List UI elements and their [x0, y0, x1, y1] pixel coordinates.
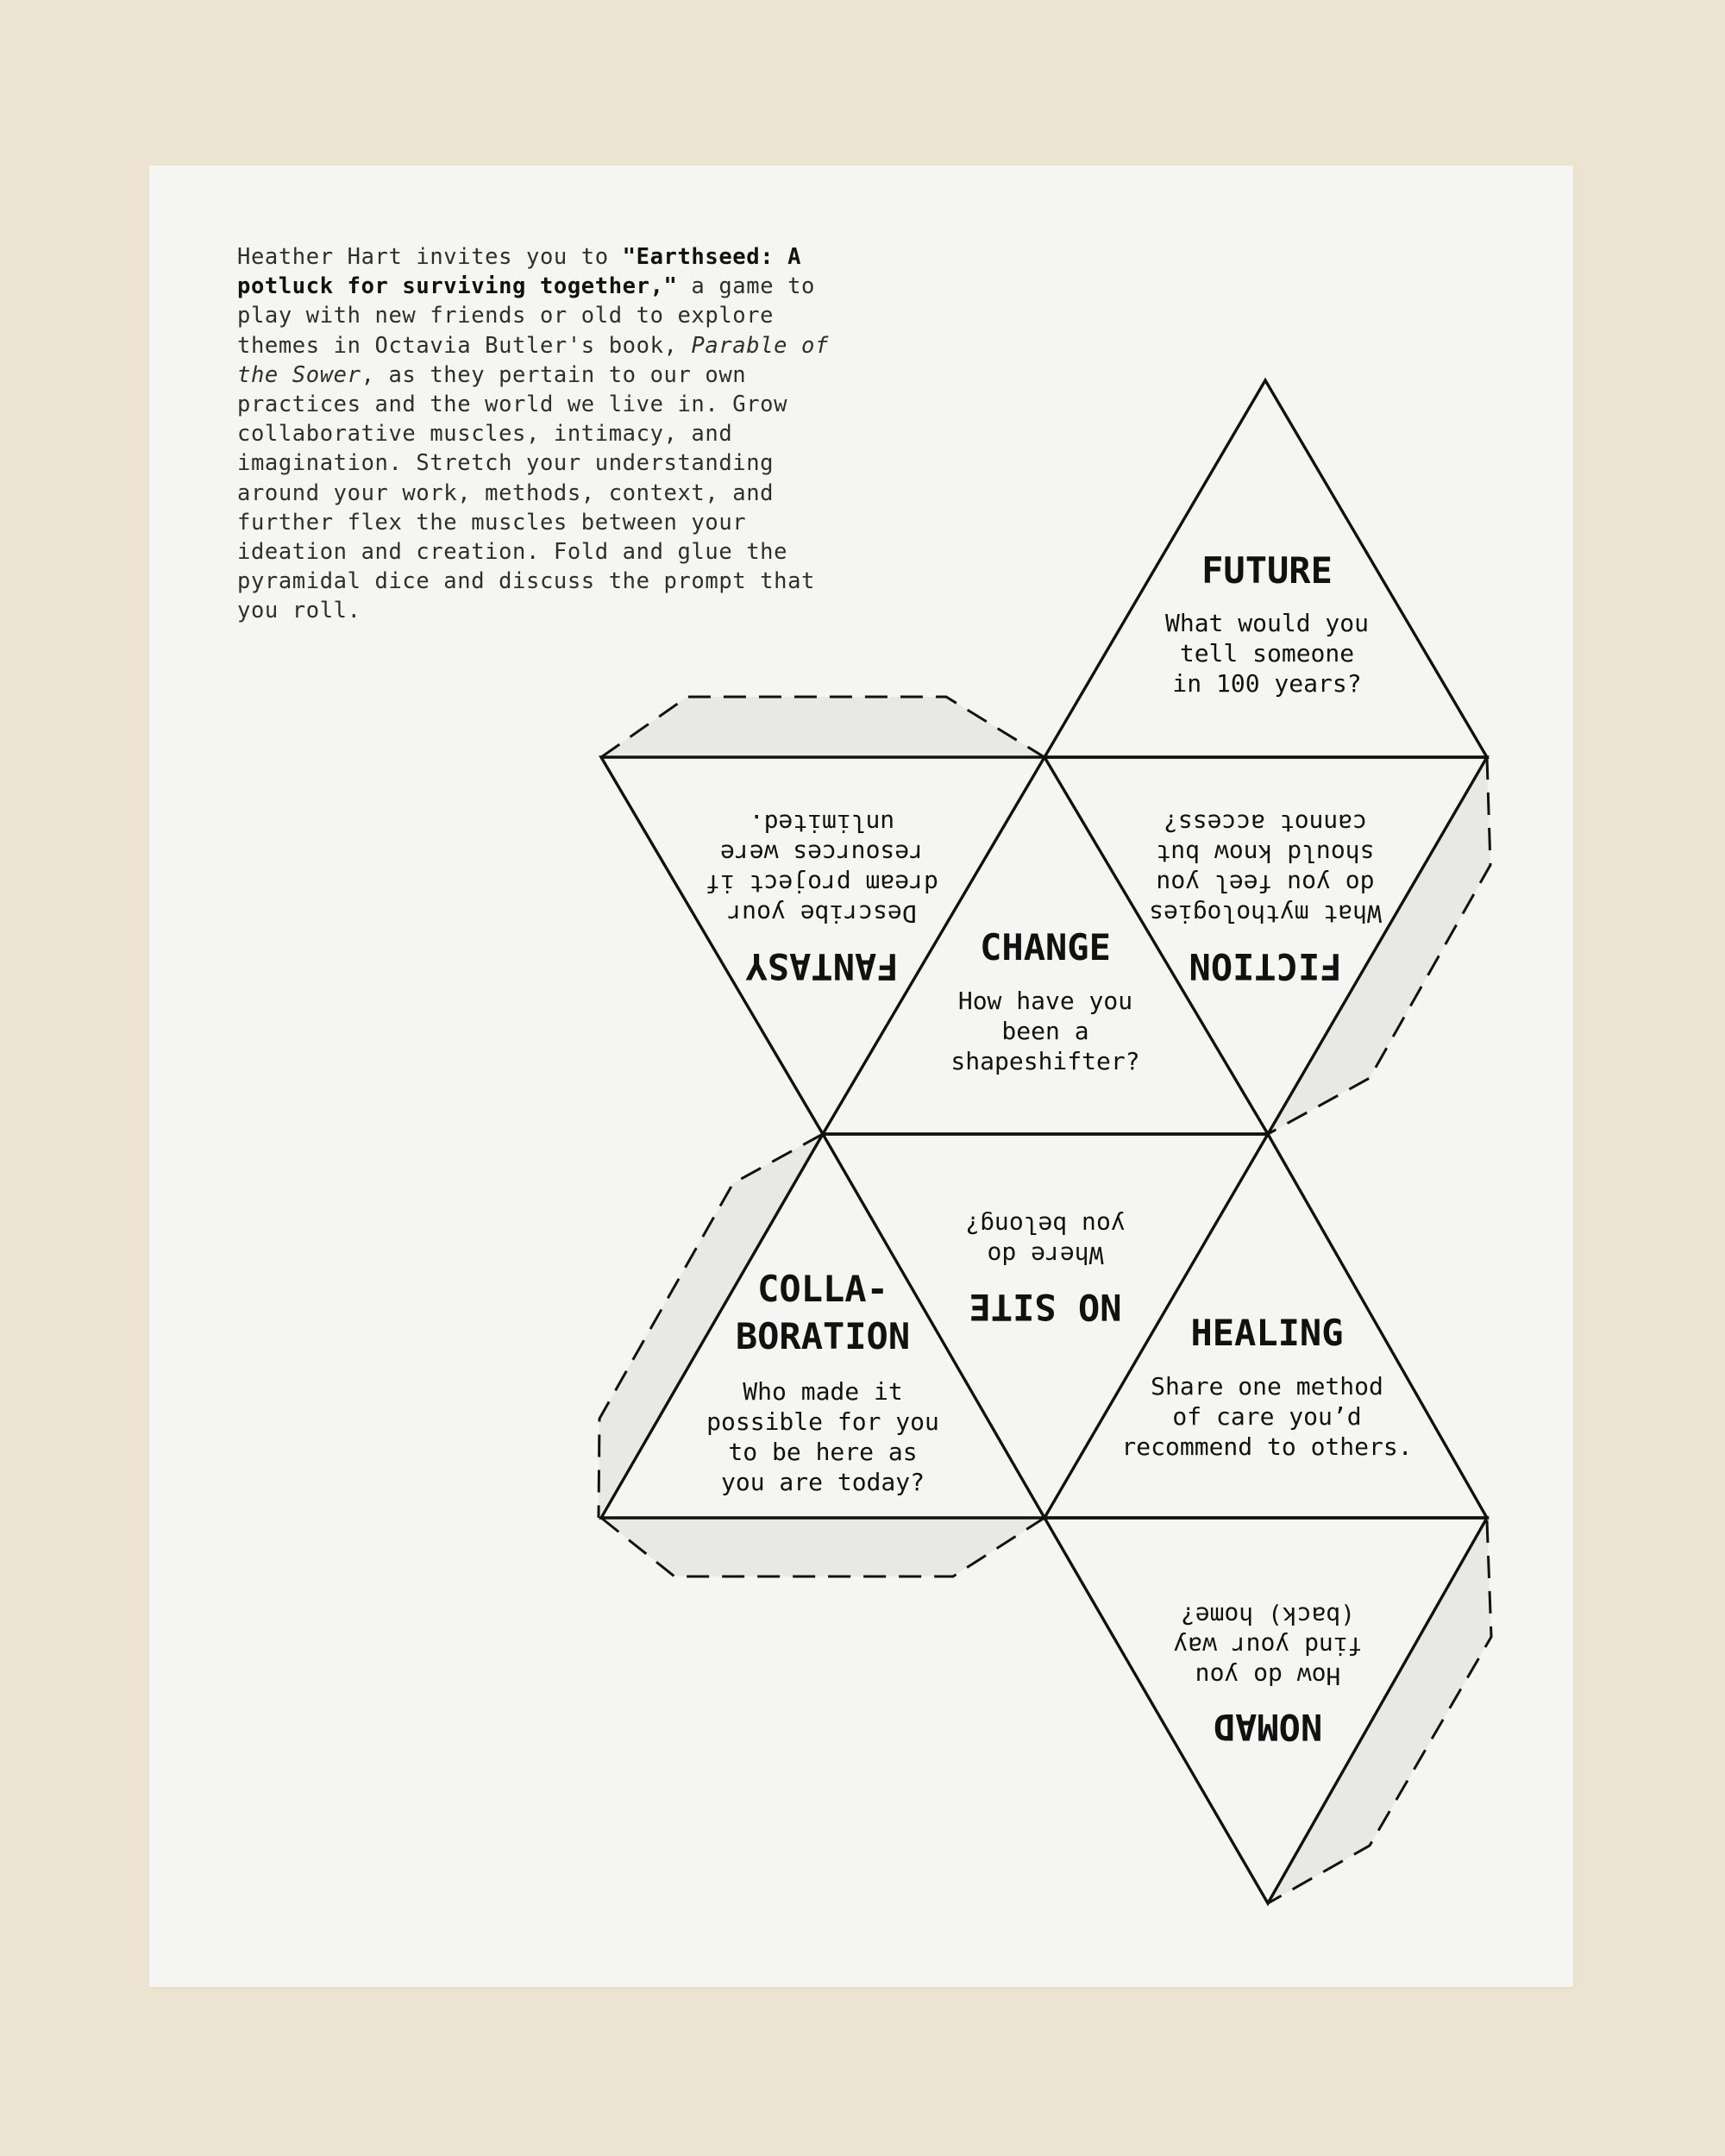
face-title-nomad: NOMAD [1213, 1706, 1323, 1748]
book-title-part1: Parable of [691, 332, 829, 359]
face-healing [1121, 1312, 1412, 1461]
face-prompt-line: dream project if [706, 869, 938, 898]
face-collaboration [706, 1268, 939, 1496]
face-prompt-line: you are today? [720, 1468, 925, 1496]
intro-text: pyramidal dice and discuss the prompt that [237, 568, 815, 595]
intro-text: a game to [677, 273, 816, 300]
face-prompt-line: What would you [1164, 609, 1370, 637]
intro-text: themes in Octavia Butler's book, [237, 332, 692, 359]
face-change [950, 926, 1139, 1075]
face-prompt-line: in 100 years? [1172, 669, 1362, 698]
glue-tab-bottom [601, 1518, 1044, 1576]
face-prompt-line: of care you’d [1172, 1402, 1362, 1431]
face-prompt-line: recommend to others. [1121, 1432, 1413, 1461]
face-title-fiction: FICTION [1189, 945, 1342, 987]
face-prompt-line: you belong? [965, 1211, 1126, 1239]
face-title-collaboration: BORATION [735, 1315, 911, 1357]
face-prompt-line: do you feel you [1156, 869, 1375, 898]
intro-text: ideation and creation. Fold and glue the [237, 539, 788, 566]
intro-text: you roll. [237, 598, 361, 624]
face-title-fantasy: FANTASY [745, 945, 899, 987]
face-prompt-line: unlimited. [749, 809, 895, 837]
face-title-future: FUTURE [1201, 549, 1333, 592]
face-prompt-line: (back) home? [1180, 1601, 1356, 1630]
intro-text: further flex the muscles between your [237, 509, 747, 536]
face-prompt-line: Describe your [727, 899, 917, 928]
face-prompt-line: How do you [1195, 1662, 1341, 1690]
face-prompt-line: resources were [719, 839, 925, 868]
face-title-change: CHANGE [980, 926, 1111, 968]
face-nomad [1173, 1601, 1362, 1748]
face-prompt-line: How have you [957, 987, 1133, 1015]
face-title-collaboration: COLLA- [757, 1268, 888, 1310]
intro-text: practices and the world we live in. Grow [237, 392, 788, 418]
intro-text: collaborative muscles, intimacy, and [237, 421, 733, 448]
face-future [1165, 549, 1369, 698]
intro-text: play with new friends or old to explore [237, 303, 775, 329]
face-prompt-line: should know but [1156, 839, 1375, 868]
face-prompt-line: shapeshifter? [950, 1047, 1140, 1075]
intro-text: around your work, methods, context, and [237, 479, 775, 506]
face-no-site [965, 1211, 1125, 1328]
face-title-no-site: NO SITE [969, 1286, 1122, 1328]
face-prompt-line: tell someone [1179, 639, 1355, 667]
face-fantasy [706, 809, 938, 987]
face-prompt-line: What mythologies [1149, 899, 1382, 928]
intro-text: , as they pertain to our own [361, 361, 747, 388]
face-prompt-line: Where do [987, 1241, 1104, 1269]
glue-tab-top [601, 697, 1044, 757]
intro-text: Heather Hart invites you to [237, 244, 623, 270]
face-prompt-line: Share one method [1151, 1372, 1383, 1401]
face-prompt-line: been a [1001, 1017, 1089, 1045]
face-prompt-line: cannot access? [1163, 809, 1368, 837]
intro-text: imagination. Stretch your understanding [237, 450, 775, 477]
face-fiction [1149, 809, 1382, 987]
face-prompt-line: Who made it [743, 1377, 903, 1406]
game-title-part1: "Earthseed: A [622, 244, 802, 270]
face-title-healing: HEALING [1190, 1312, 1344, 1354]
face-prompt-line: possible for you [706, 1407, 939, 1436]
book-title-part2: the Sower [237, 361, 361, 388]
game-title-part2: potluck for surviving together," [237, 273, 678, 300]
face-prompt-line: find your way [1173, 1632, 1363, 1660]
face-prompt-line: to be here as [728, 1438, 918, 1466]
